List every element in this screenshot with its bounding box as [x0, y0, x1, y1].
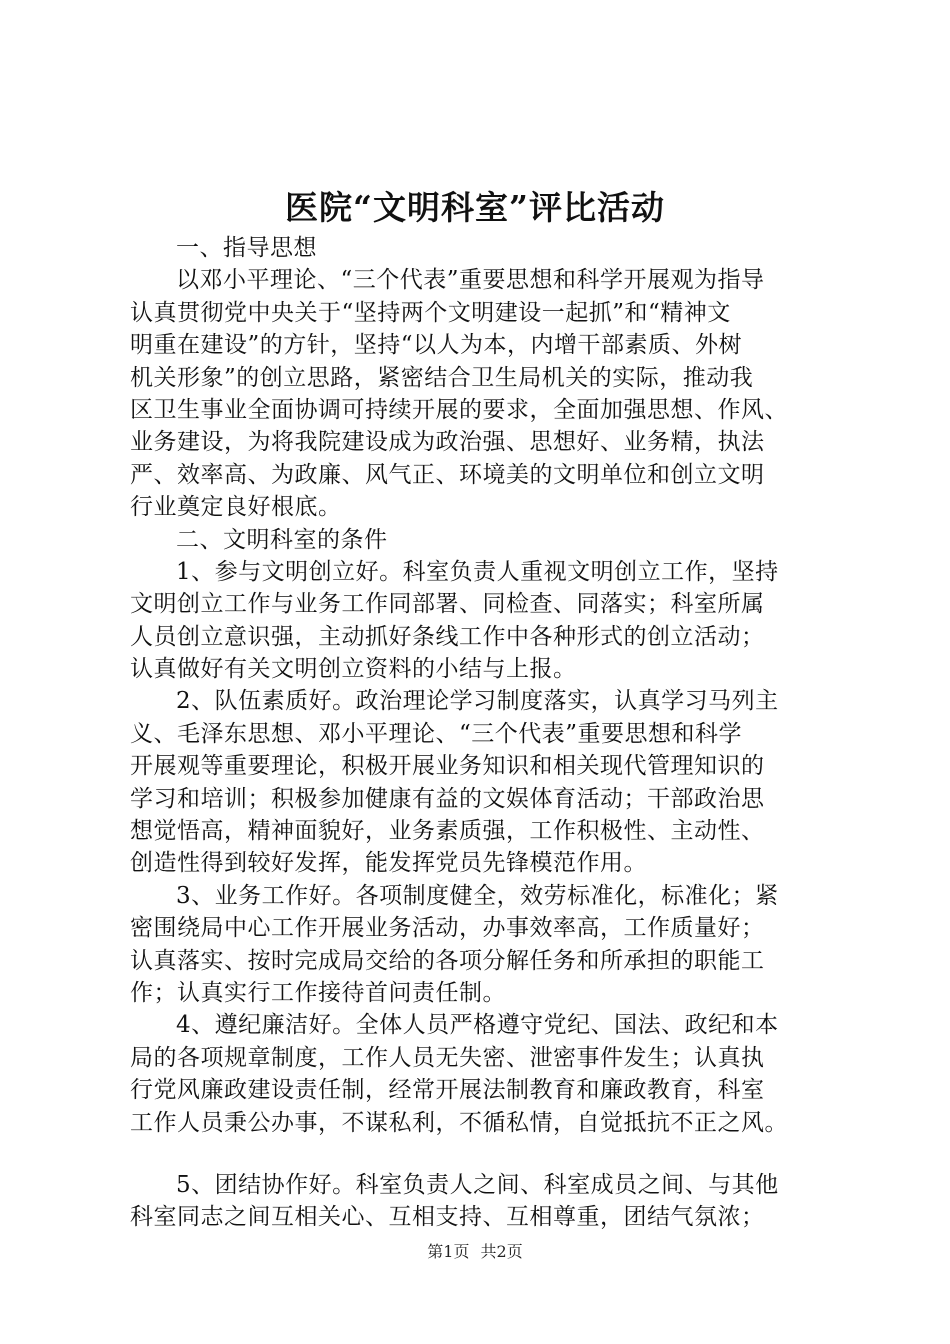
paragraph-line: 认真做好有关文明创立资料的小结与上报。: [130, 656, 577, 683]
paragraph-line: 1、参与文明创立好。科室负责人重视文明创立工作，坚持: [176, 558, 779, 585]
paragraph-line: 工作人员秉公办事，不谋私利，不循私情，自觉抵抗不正之风。: [130, 1109, 788, 1136]
paragraph-line: 认真贯彻党中央关于“坚持两个文明建设一起抓”和“精神文: [130, 299, 731, 326]
paragraph-line: 以邓小平理论、“三个代表”重要思想和科学开展观为指导: [176, 267, 765, 294]
paragraph-line: 严、效率高、为政廉、风气正、环境美的文明单位和创立文明: [130, 461, 765, 488]
section-heading: 二、文明科室的条件: [176, 526, 388, 553]
paragraph-gap: [130, 1139, 830, 1169]
document-body: [130, 232, 830, 1234]
page-total: 共2页: [480, 1242, 523, 1261]
paragraph-line: 密围绕局中心工作开展业务活动，办事效率高，工作质量好；: [130, 915, 765, 942]
paragraph-line: 行业奠定良好根底。: [130, 494, 342, 521]
paragraph-line: 科室同志之间互相关心、互相支持、互相尊重，团结气氛浓；: [130, 1204, 765, 1231]
paragraph-line: 2、队伍素质好。政治理论学习制度落实，认真学习马列主: [176, 688, 779, 715]
paragraph-line: 想觉悟高，精神面貌好，业务素质强，工作积极性、主动性、: [130, 818, 765, 845]
paragraph-line: 4、遵纪廉洁好。全体人员严格遵守党纪、国法、政纪和本: [176, 1012, 779, 1039]
paragraph-line: 明重在建设”的方针，坚持“以人为本，内增干部素质、外树: [130, 332, 743, 359]
paragraph-line: 区卫生事业全面协调可持续开展的要求，全面加强思想、作风、: [130, 396, 788, 423]
paragraph-line: 机关形象”的创立思路，紧密结合卫生局机关的实际，推动我: [130, 364, 754, 391]
section-heading: 一、指导思想: [176, 235, 317, 261]
paragraph-line: 义、毛泽东思想、邓小平理论、“三个代表”重要思想和科学: [130, 720, 743, 747]
document-title: 医院“文明科室”评比活动: [285, 188, 665, 227]
paragraph-line: 5、团结协作好。科室负责人之间、科室成员之间、与其他: [176, 1171, 779, 1198]
paragraph-line: 人员创立意识强，主动抓好条线工作中各种形式的创立活动；: [130, 623, 765, 650]
page-footer: [0, 1242, 950, 1262]
paragraph-line: 行党风廉政建设责任制，经常开展法制教育和廉政教育，科室: [130, 1077, 765, 1104]
paragraph-line: 开展观等重要理论，积极开展业务知识和相关现代管理知识的: [130, 753, 765, 780]
paragraph-line: 文明创立工作与业务工作同部署、同检查、同落实；科室所属: [130, 591, 765, 618]
paragraph-line: 3、业务工作好。各项制度健全，效劳标准化，标准化；紧: [176, 882, 779, 909]
page-number: 第1页: [427, 1242, 470, 1261]
paragraph-line: 认真落实、按时完成局交给的各项分解任务和所承担的职能工: [130, 947, 765, 974]
paragraph-line: 业务建设，为将我院建设成为政治强、思想好、业务精，执法: [130, 429, 765, 456]
paragraph-line: 创造性得到较好发挥，能发挥党员先锋模范作用。: [130, 850, 647, 877]
paragraph-line: 学习和培训；积极参加健康有益的文娱体育活动；干部政治思: [130, 785, 765, 812]
paragraph-line: 作；认真实行工作接待首问责任制。: [130, 979, 506, 1006]
paragraph-line: 局的各项规章制度，工作人员无失密、泄密事件发生；认真执: [130, 1044, 765, 1071]
